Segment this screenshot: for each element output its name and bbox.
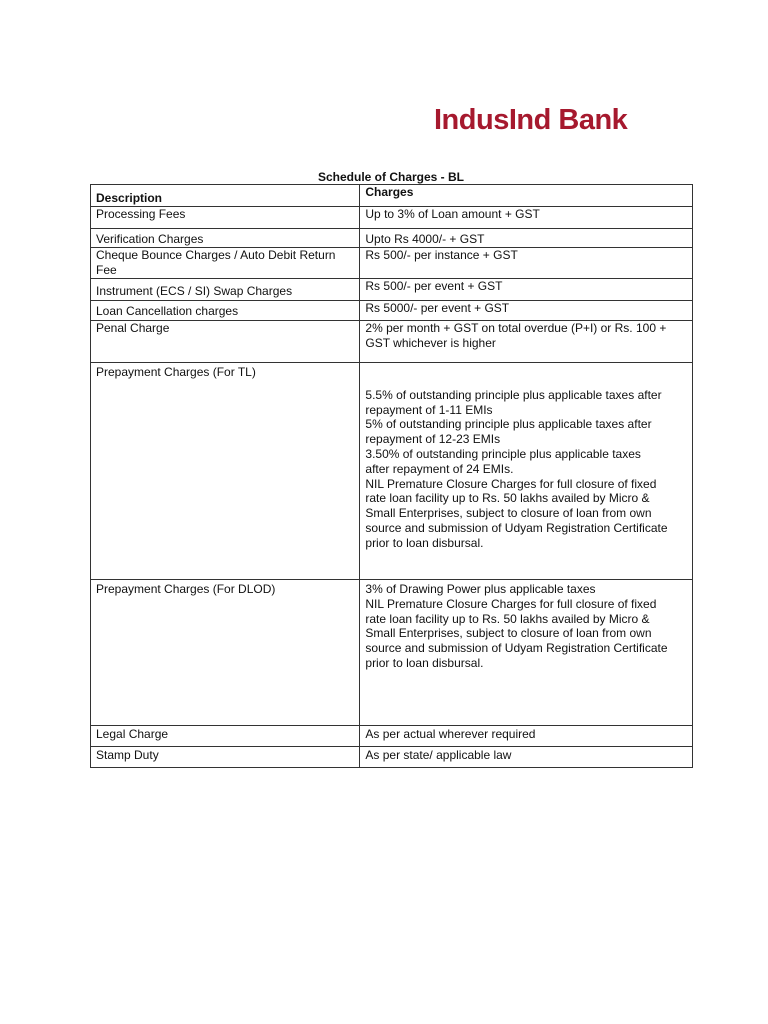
table-row: [91, 321, 693, 363]
row-description: Cheque Bounce Charges / Auto Debit Return Fee: [91, 248, 360, 279]
table-header-row: [91, 185, 693, 207]
row-charges: Rs 500/- per instance + GST: [360, 248, 693, 279]
row-description: Processing Fees: [91, 207, 360, 229]
table-row: [91, 363, 693, 580]
table-row: [91, 580, 693, 726]
table-row: [91, 229, 693, 248]
row-description: Prepayment Charges (For TL): [91, 363, 360, 580]
row-charges: Up to 3% of Loan amount + GST: [360, 207, 693, 229]
document-title: Schedule of Charges - BL: [317, 170, 465, 184]
bank-logo: IndusInd Bank: [434, 104, 628, 136]
table-row: [91, 248, 693, 279]
row-charges: 5.5% of outstanding principle plus applicable taxes after repayment of 1-11 EMIs 5% of outstanding principle plus applicable taxes after repayment of 12-23 EMIs 3.50% of outstanding principle plus applicable taxes after repayment of 24 EMIs. NIL Premature Closure Charges for full closure of fixed rate loan facility up to Rs. 50 lakhs availed by Micro & Small Enterprises, subject to closure of loan from own source and submission of Udyam Registration Certificate prior to loan disbursal.: [360, 363, 693, 580]
row-charges: Upto Rs 4000/- + GST: [360, 229, 693, 248]
header-charges: Charges: [360, 185, 693, 207]
row-charges: 2% per month + GST on total overdue (P+I) or Rs. 100 + GST whichever is higher: [360, 321, 693, 363]
row-description: Prepayment Charges (For DLOD): [91, 580, 360, 726]
row-description: Legal Charge: [91, 726, 360, 747]
row-charges: Rs 5000/- per event + GST: [360, 301, 693, 321]
row-charges: As per actual wherever required: [360, 726, 693, 747]
row-description: Penal Charge: [91, 321, 360, 363]
table-row: [91, 207, 693, 229]
table-row: [91, 301, 693, 321]
table-row: [91, 726, 693, 747]
row-description: Loan Cancellation charges: [91, 301, 360, 321]
table-row: [91, 279, 693, 301]
row-charges: As per state/ applicable law: [360, 747, 693, 768]
table-row: [91, 747, 693, 768]
header-description: Description: [91, 185, 360, 207]
charges-table: [90, 184, 693, 768]
row-description: Instrument (ECS / SI) Swap Charges: [91, 279, 360, 301]
row-description: Stamp Duty: [91, 747, 360, 768]
row-charges: Rs 500/- per event + GST: [360, 279, 693, 301]
row-charges: 3% of Drawing Power plus applicable taxes NIL Premature Closure Charges for full closure of fixed rate loan facility up to Rs. 50 lakhs availed by Micro & Small Enterprises, subject to closure of loan from own source and submission of Udyam Registration Certificate prior to loan disbursal.: [360, 580, 693, 726]
row-description: Verification Charges: [91, 229, 360, 248]
